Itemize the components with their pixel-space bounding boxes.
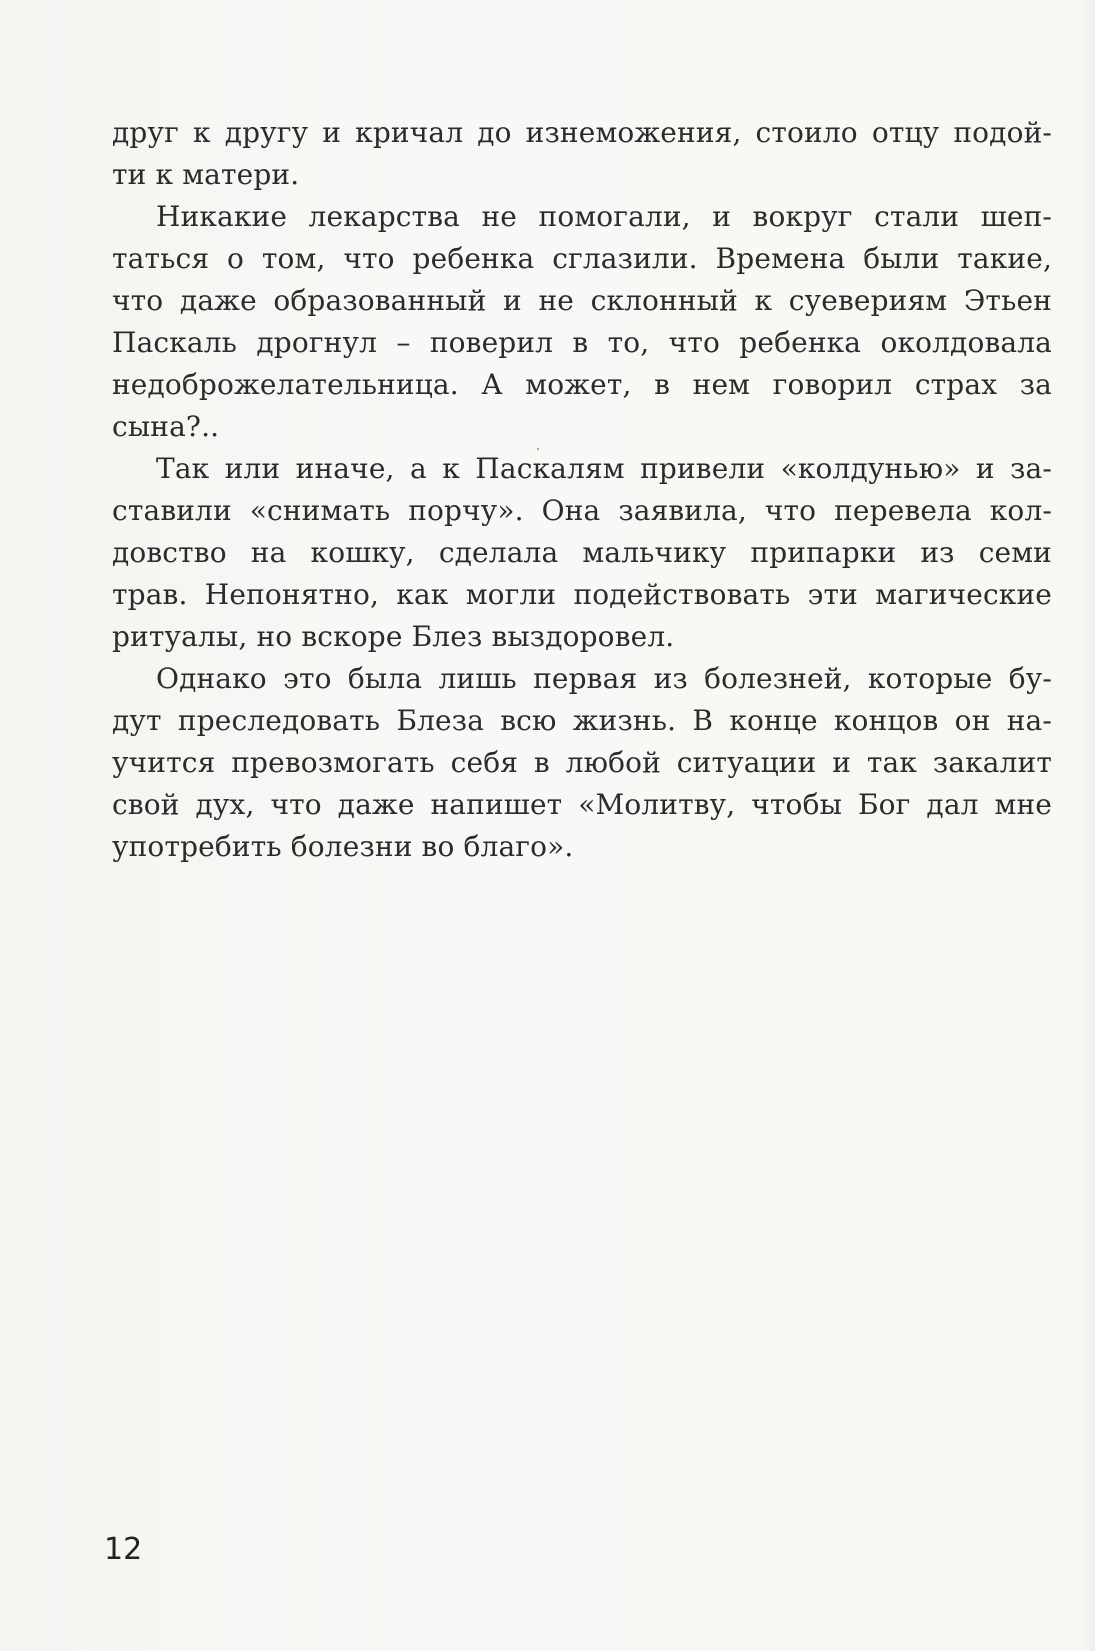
text-line: свой дух, что даже напишет «Молитву, чтобы Бог дал мне xyxy=(112,788,1052,821)
text-line: употребить болезни во благо». xyxy=(112,830,574,863)
text-line: друг к другу и кричал до изнеможения, стоило отцу подой- xyxy=(112,116,1052,149)
text-line: сына?.. xyxy=(112,410,220,443)
text-line: Однако это была лишь первая из болезней, которые бу- xyxy=(156,662,1052,695)
text-line: дут преследовать Блеза всю жизнь. В конце концов он на- xyxy=(112,704,1052,737)
text-line: Паскаль дрогнул – поверил в то, что ребенка околдовала xyxy=(112,326,1052,359)
body-text xyxy=(112,112,1052,868)
text-line: ставили «снимать порчу». Она заявила, что перевела кол- xyxy=(112,494,1052,527)
text-line: трав. Непонятно, как могли подействовать эти магические xyxy=(112,578,1052,611)
text-line: таться о том, что ребенка сглазили. Времена были такие, xyxy=(112,242,1052,275)
text-line: ритуалы, но вскоре Блез выздоровел. xyxy=(112,620,675,653)
text-line: довство на кошку, сделала мальчику припарки из семи xyxy=(112,536,1052,569)
text-line: Так или иначе, а к Паскалям привели «колдунью» и за- xyxy=(156,452,1052,485)
page-number: 12 xyxy=(104,1532,143,1567)
text-line: учится превозмогать себя в любой ситуации и так закалит xyxy=(112,746,1052,779)
page-edge-shadow xyxy=(1083,0,1095,1651)
text-line: Никакие лекарства не помогали, и вокруг стали шеп- xyxy=(156,200,1052,233)
text-line: недоброжелательница. А может, в нем говорил страх за xyxy=(112,368,1052,401)
text-line: что даже образованный и не склонный к суевериям Этьен xyxy=(112,284,1052,317)
text-line: ти к матери. xyxy=(112,158,300,191)
